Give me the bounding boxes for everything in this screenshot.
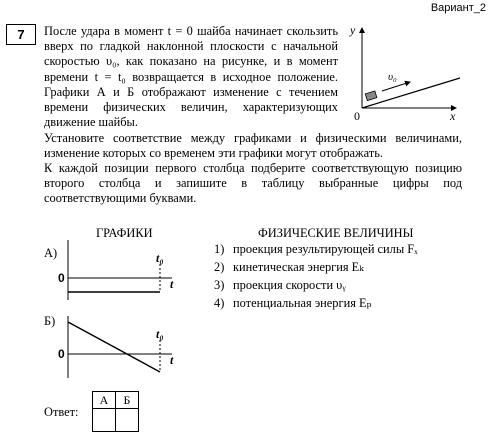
graphs-header: ГРАФИКИ	[96, 226, 153, 240]
answer-cell-b[interactable]	[116, 409, 139, 432]
answer-label: Ответ:	[44, 405, 79, 419]
quantity-text: проекция результирующей силы Fₓ	[233, 242, 418, 256]
velocity-label: υ₀	[388, 71, 397, 83]
x-axis-label: x	[450, 109, 456, 123]
task-instruction-2	[44, 161, 462, 207]
incline-line	[362, 78, 460, 108]
quantity-item	[214, 294, 418, 312]
graph-b-line	[68, 322, 160, 372]
text-line: После удара в момент t = 0 шайба начинает скользить	[44, 24, 338, 38]
text-line: вверх по гладкой наклонной плоскости с начальной	[44, 39, 338, 54]
quantities-list	[214, 240, 418, 312]
quantities-header: ФИЗИЧЕСКИЕ ВЕЛИЧИНЫ	[258, 226, 414, 240]
quantity-num: 1)	[214, 242, 225, 256]
text-line: Установите соответствие между графиками и физическими величинами,	[44, 131, 462, 145]
quantity-num: 4)	[214, 296, 225, 310]
text-line: движение шайбы.	[44, 115, 138, 130]
graph-a-t: t	[170, 277, 174, 291]
variant-label: Вариант_2	[430, 2, 486, 14]
task-instruction	[44, 131, 462, 161]
quantity-item	[214, 240, 418, 258]
text-line: соответствующими буквами.	[44, 191, 197, 206]
answer-cell-a[interactable]	[93, 409, 116, 432]
graph-b	[60, 312, 180, 378]
quantity-item	[214, 276, 418, 294]
answer-column-a: А	[93, 392, 116, 409]
graph-a-label: А)	[44, 246, 58, 260]
answer-table	[92, 391, 139, 432]
quantity-num: 2)	[214, 260, 225, 274]
text-line: К каждой позиции первого столбца подберите соответствующую позицию	[44, 161, 462, 175]
quantity-num: 3)	[214, 278, 225, 292]
puck	[365, 91, 377, 101]
task-condition	[44, 24, 338, 130]
origin-label: 0	[354, 109, 360, 123]
y-axis-label: y	[350, 23, 356, 37]
task-number: 7	[6, 24, 36, 45]
graph-a	[60, 238, 180, 300]
text-line: Графики А и Б отображают изменение с течением	[44, 84, 338, 99]
quantity-item	[214, 258, 418, 276]
quantity-text: потенциальная энергия Eₚ	[233, 296, 372, 310]
incline-figure	[344, 22, 466, 122]
graph-b-label: Б)	[44, 314, 56, 328]
graph-a-t0: t₀	[156, 251, 164, 265]
text-line: второго столбца и запишите в таблицу выбранные цифры под	[44, 176, 462, 191]
text-line: времени физических величин, характеризующих	[44, 100, 338, 115]
graph-a-zero: 0	[58, 271, 65, 285]
text-line: изменение которых со временем эти графики могут отображать.	[44, 146, 383, 161]
quantity-text: кинетическая энергия Eₖ	[233, 260, 364, 274]
graph-b-t: t	[170, 353, 174, 367]
velocity-arrow	[382, 82, 410, 91]
quantity-text: проекция скорости υᵧ	[233, 278, 346, 292]
graph-b-t0: t₀	[156, 327, 164, 341]
answer-column-b: Б	[116, 392, 139, 409]
text-line: времени t = t₀ возвращается в исходное положение.	[44, 69, 338, 84]
text-line: скоростью υ₀, как показано на рисунке, и в момент	[44, 54, 338, 69]
graph-b-zero: 0	[58, 347, 65, 361]
